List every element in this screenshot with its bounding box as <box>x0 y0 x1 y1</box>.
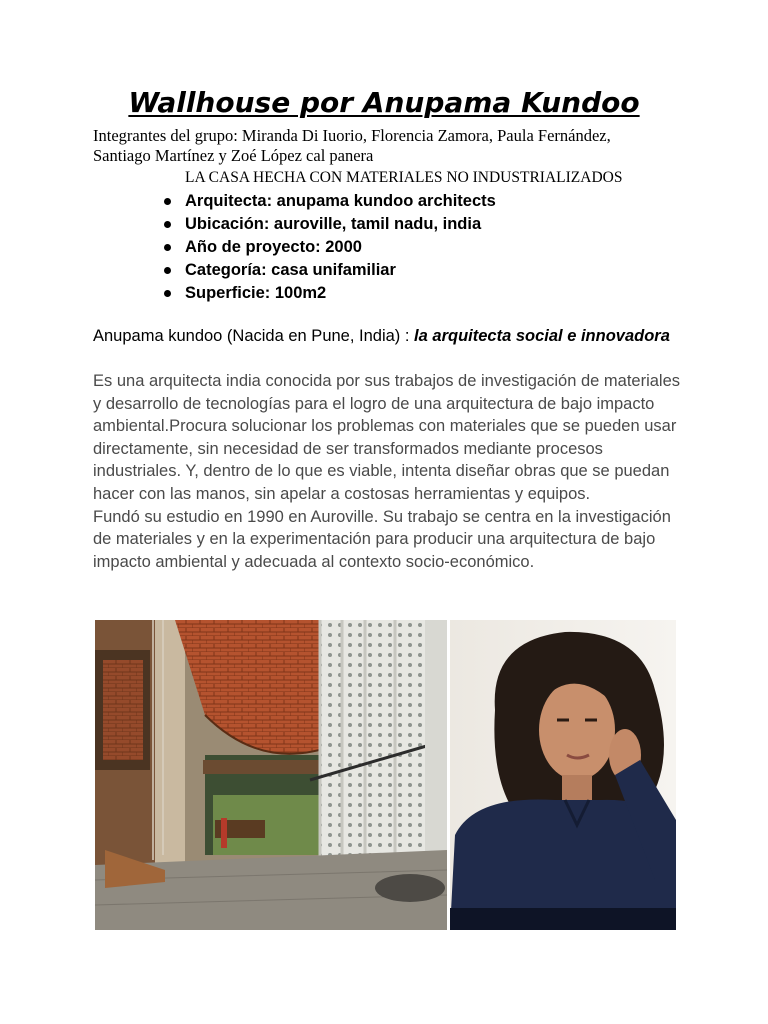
bullet-icon <box>164 244 171 251</box>
document-title: Wallhouse por Anupama Kundoo <box>128 86 640 119</box>
fact-text: Categoría: casa unifamiliar <box>185 261 396 279</box>
fact-text: Ubicación: auroville, tamil nadu, india <box>185 215 482 233</box>
bullet-icon <box>164 267 171 274</box>
photo-collage <box>95 620 676 930</box>
fact-item <box>162 236 496 259</box>
project-facts-list <box>162 190 496 305</box>
group-members: Integrantes del grupo: Miranda Di Iuorio, Florencia Zamora, Paula Fernández, Santiago Martínez y Zoé López cal panera <box>93 126 611 165</box>
bullet-icon <box>164 198 171 205</box>
architect-intro <box>93 325 683 347</box>
intro-plain: Anupama kundoo (Nacida en Pune, India) : <box>93 327 415 345</box>
intro-highlight: la arquitecta social e innovadora <box>414 327 670 345</box>
bullet-icon <box>164 221 171 228</box>
document-subtitle: LA CASA HECHA CON MATERIALES NO INDUSTRIALIZADOS <box>185 169 623 186</box>
fact-item <box>162 213 496 236</box>
fact-item <box>162 190 496 213</box>
architect-biography <box>93 370 683 573</box>
fact-text: Superficie: 100m2 <box>185 284 327 302</box>
fact-item <box>162 259 496 282</box>
fact-text: Año de proyecto: 2000 <box>185 238 362 256</box>
fact-item <box>162 282 496 305</box>
paragraph: Es una arquitecta india conocida por sus trabajos de investigación de materiales y desarrollo de tecnologías para el logro de una arquitectura de bajo impacto ambiental.Procura solucionar los problemas con materiales que se pueden usar directamente, sin necesidad de ser transformados mediante procesos industriales. Y, dentro de lo que es viable, intenta diseñar obras que se puedan hacer con las manos, sin apelar a costosas herramientas y equipos. <box>93 372 681 503</box>
wallhouse-interior-photo <box>95 620 447 930</box>
bullet-icon <box>164 290 171 297</box>
paragraph: Fundó su estudio en 1990 en Auroville. Su trabajo se centra en la investigación de materiales y en la experimentación para producir una arquitectura de bajo impacto ambiental y adecuada al contexto socio-económico. <box>93 507 671 571</box>
fact-text: Arquitecta: anupama kundoo architects <box>185 192 496 210</box>
architect-portrait-photo <box>450 620 676 930</box>
